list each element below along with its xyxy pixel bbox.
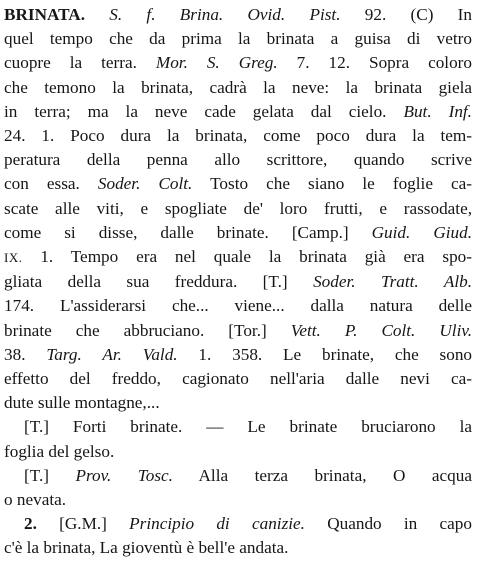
- citation-text: Principio di canizie.: [129, 514, 305, 534]
- citation-text: Guid. Giud.: [371, 222, 472, 242]
- text-line: [4, 221, 472, 245]
- body-text: peratura della penna allo scrittore, quando scrive: [4, 150, 472, 170]
- body-text: dute sulle montagne,...: [4, 393, 160, 413]
- body-text: 1. 358. Le brinate, che sono: [177, 344, 473, 364]
- body-text: gliata della sua freddura. [T.]: [4, 272, 314, 292]
- text-line: [4, 124, 472, 148]
- body-text: Alla terza brinata, O acqua: [172, 465, 472, 485]
- body-text: Quando in capo: [304, 514, 472, 534]
- text-line: [4, 3, 472, 27]
- body-text: effetto del freddo, cagionato nell'aria dalle nevi ca-: [4, 369, 472, 389]
- body-text: 1. Tempo era nel quale la brinata già era spo-: [22, 247, 472, 267]
- text-line: [4, 512, 472, 536]
- text-line: [4, 536, 472, 560]
- body-text: con essa.: [4, 174, 98, 194]
- body-text: 2.: [24, 514, 60, 534]
- body-text: IX.: [4, 250, 23, 266]
- citation-text: Targ. Ar. Vald.: [46, 344, 178, 364]
- text-line: [4, 488, 472, 512]
- citation-text: Soder. Tratt. Alb.: [313, 272, 472, 292]
- body-text: [85, 5, 109, 24]
- body-text: 24. 1. Poco dura la brinata, come poco dura la tem-: [4, 126, 472, 146]
- text-line: [4, 27, 472, 51]
- text-line: [4, 100, 472, 124]
- headword: BRINATA.: [4, 5, 86, 24]
- body-text: come si disse, dalle brinate. [Camp.]: [4, 222, 372, 242]
- citation-text: But. Inf.: [403, 101, 472, 121]
- body-text: [T.]: [24, 465, 76, 485]
- text-line: [4, 391, 472, 415]
- body-text: o nevata.: [4, 490, 67, 510]
- text-line: [4, 148, 472, 172]
- citation-text: Vett. P. Colt. Uliv.: [290, 320, 472, 340]
- body-text: Tosto che siano le foglie ca-: [192, 174, 472, 194]
- body-text: foglia del gelso.: [4, 441, 115, 461]
- text-line: [4, 172, 472, 196]
- text-line: [4, 51, 472, 75]
- text-line: [4, 197, 472, 221]
- text-line: [4, 319, 472, 343]
- body-text: in terra; ma la neve cade gelata dal cielo.: [4, 101, 404, 121]
- citation-text: Prov. Tosc.: [75, 465, 173, 485]
- body-text: 174. L'assiderarsi che... viene... dalla natura delle: [4, 296, 472, 316]
- body-text: 7. 12. Sopra coloro: [277, 53, 472, 73]
- text-line: [4, 270, 472, 294]
- body-text: 92. (C) In: [340, 5, 473, 24]
- body-text: che temono la brinata, cadrà la neve: la brinata giela: [4, 77, 472, 97]
- text-line: [4, 343, 472, 367]
- body-text: 38.: [4, 344, 47, 364]
- body-text: cuopre la terra.: [4, 53, 156, 73]
- text-line: [4, 464, 472, 488]
- text-line: [4, 245, 472, 270]
- citation-text: Mor. S. Greg.: [155, 53, 278, 73]
- body-text: [T.] Forti brinate. — Le brinate bruciarono la: [24, 417, 472, 437]
- citation-text: Soder. Colt.: [97, 174, 193, 194]
- citation-text: S. f. Brina. Ovid. Pist.: [109, 5, 341, 24]
- body-text: scate alle viti, e spogliate de' loro frutti, e rassodate,: [4, 198, 472, 218]
- text-line: [4, 367, 472, 391]
- text-line: [4, 294, 472, 318]
- text-line: [4, 76, 472, 100]
- body-text: brinate che abbruciano. [Tor.]: [4, 320, 291, 340]
- text-line: [4, 440, 472, 464]
- text-line: [4, 415, 472, 439]
- body-text: quel tempo che da prima la brinata a guisa di vetro: [4, 29, 472, 49]
- body-text: c'è la brinata, La gioventù è bell'e andata.: [4, 538, 289, 558]
- body-text: [G.M.]: [59, 514, 130, 534]
